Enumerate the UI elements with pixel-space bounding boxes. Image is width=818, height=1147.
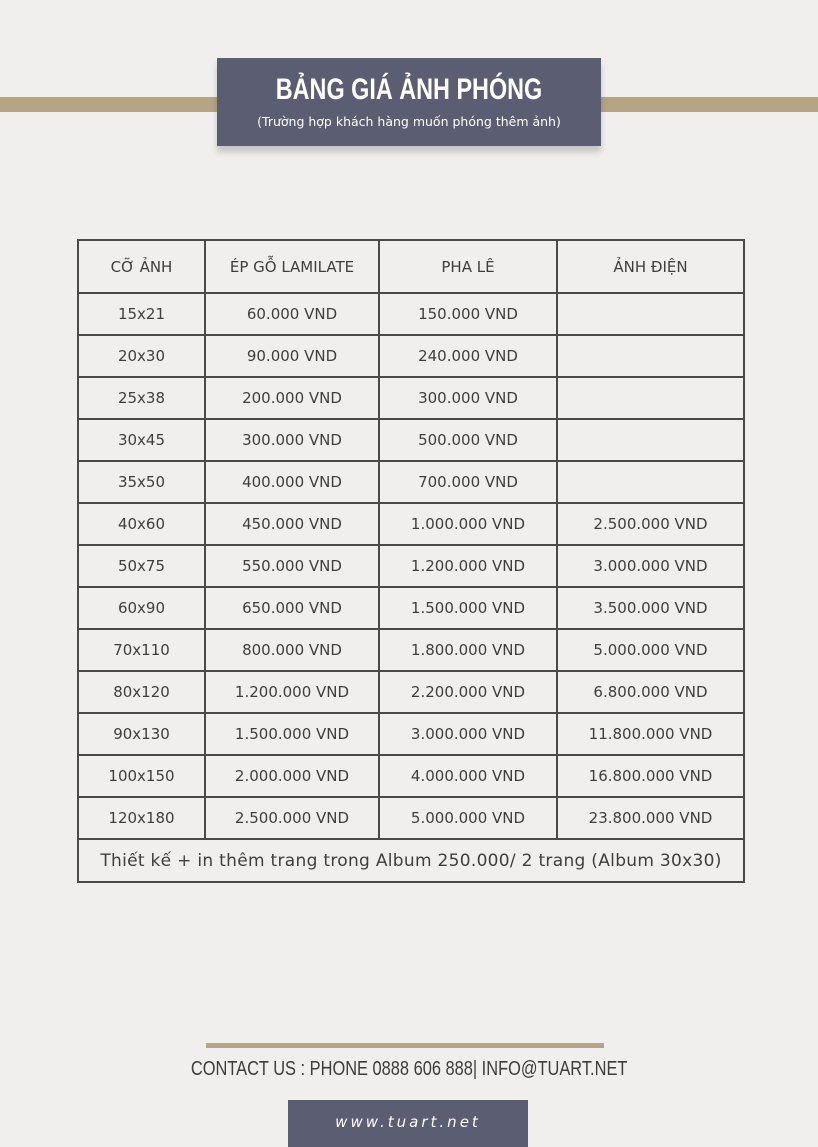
website-badge [288, 1100, 528, 1147]
table-body [78, 293, 744, 839]
crystal-price-cell: 5.000.000 VND [379, 797, 557, 839]
lamilate-price-cell: 2.000.000 VND [205, 755, 379, 797]
electric-price-cell [557, 461, 744, 503]
crystal-price-cell: 4.000.000 VND [379, 755, 557, 797]
electric-price-cell [557, 419, 744, 461]
size-cell: 20x30 [78, 335, 205, 377]
lamilate-price-cell: 650.000 VND [205, 587, 379, 629]
lamilate-price-cell: 800.000 VND [205, 629, 379, 671]
table-row [78, 419, 744, 461]
lamilate-price-cell: 60.000 VND [205, 293, 379, 335]
column-header-lamilate: ÉP GỖ LAMILATE [205, 240, 379, 293]
album-note: Thiết kế + in thêm trang trong Album 250.000/ 2 trang (Album 30x30) [78, 839, 744, 882]
electric-price-cell: 23.800.000 VND [557, 797, 744, 839]
lamilate-price-cell: 200.000 VND [205, 377, 379, 419]
size-cell: 35x50 [78, 461, 205, 503]
size-cell: 70x110 [78, 629, 205, 671]
lamilate-price-cell: 1.200.000 VND [205, 671, 379, 713]
size-cell: 30x45 [78, 419, 205, 461]
size-cell: 25x38 [78, 377, 205, 419]
crystal-price-cell: 2.200.000 VND [379, 671, 557, 713]
website-text: www.tuart.net [335, 1113, 481, 1131]
table-row [78, 797, 744, 839]
table-header-row [78, 240, 744, 293]
crystal-price-cell: 1.500.000 VND [379, 587, 557, 629]
table-row [78, 671, 744, 713]
crystal-price-cell: 240.000 VND [379, 335, 557, 377]
electric-price-cell [557, 293, 744, 335]
size-cell: 50x75 [78, 545, 205, 587]
table-row [78, 461, 744, 503]
table-row [78, 503, 744, 545]
crystal-price-cell: 1.000.000 VND [379, 503, 557, 545]
electric-price-cell: 3.500.000 VND [557, 587, 744, 629]
contact-info [0, 1058, 818, 1081]
lamilate-price-cell: 300.000 VND [205, 419, 379, 461]
crystal-price-cell: 500.000 VND [379, 419, 557, 461]
lamilate-price-cell: 550.000 VND [205, 545, 379, 587]
electric-price-cell [557, 335, 744, 377]
lamilate-price-cell: 400.000 VND [205, 461, 379, 503]
contact-text: CONTACT US : PHONE 0888 606 888| INFO@TUART.NET [190, 1058, 628, 1080]
electric-price-cell: 3.000.000 VND [557, 545, 744, 587]
size-cell: 40x60 [78, 503, 205, 545]
table-row [78, 587, 744, 629]
table-row [78, 755, 744, 797]
crystal-price-cell: 1.200.000 VND [379, 545, 557, 587]
size-cell: 60x90 [78, 587, 205, 629]
crystal-price-cell: 150.000 VND [379, 293, 557, 335]
page-title: BẢNG GIÁ ẢNH PHÓNG [275, 73, 543, 106]
crystal-price-cell: 300.000 VND [379, 377, 557, 419]
column-header-electric: ẢNH ĐIỆN [557, 240, 744, 293]
column-header-crystal: PHA LÊ [379, 240, 557, 293]
electric-price-cell [557, 377, 744, 419]
size-cell: 80x120 [78, 671, 205, 713]
size-cell: 15x21 [78, 293, 205, 335]
table-row [78, 713, 744, 755]
lamilate-price-cell: 90.000 VND [205, 335, 379, 377]
table-row [78, 335, 744, 377]
lamilate-price-cell: 1.500.000 VND [205, 713, 379, 755]
bottom-decorative-line [206, 1043, 604, 1048]
column-header-size: CỠ ẢNH [78, 240, 205, 293]
table-row [78, 629, 744, 671]
electric-price-cell: 2.500.000 VND [557, 503, 744, 545]
page-subtitle: (Trường hợp khách hàng muốn phóng thêm ảnh) [257, 114, 561, 129]
crystal-price-cell: 700.000 VND [379, 461, 557, 503]
table-row [78, 545, 744, 587]
lamilate-price-cell: 2.500.000 VND [205, 797, 379, 839]
lamilate-price-cell: 450.000 VND [205, 503, 379, 545]
electric-price-cell: 6.800.000 VND [557, 671, 744, 713]
electric-price-cell: 11.800.000 VND [557, 713, 744, 755]
electric-price-cell: 16.800.000 VND [557, 755, 744, 797]
size-cell: 100x150 [78, 755, 205, 797]
table-row [78, 377, 744, 419]
size-cell: 90x130 [78, 713, 205, 755]
table-row [78, 293, 744, 335]
title-banner [217, 58, 601, 146]
crystal-price-cell: 1.800.000 VND [379, 629, 557, 671]
electric-price-cell: 5.000.000 VND [557, 629, 744, 671]
table-footer-row [78, 839, 744, 882]
crystal-price-cell: 3.000.000 VND [379, 713, 557, 755]
size-cell: 120x180 [78, 797, 205, 839]
price-table [77, 239, 745, 883]
